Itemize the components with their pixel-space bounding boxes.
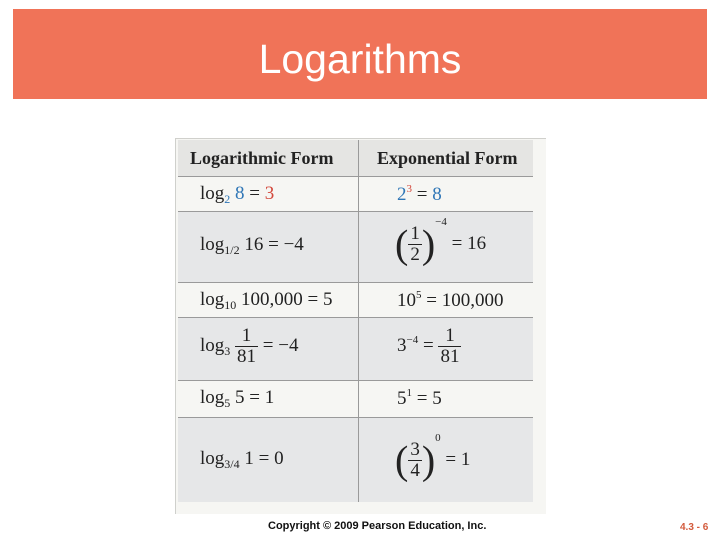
exp-expression: ( $\frac{3}{4}$ )$^0$ = 1 — [395, 432, 471, 483]
table-row — [178, 418, 533, 502]
log-expression: $\log_{1/2} 16 = -4$ — [200, 234, 304, 257]
exp-expression: ( $\frac{1}{2}$ )$^{-4}$ = 16 — [395, 216, 487, 267]
exp-expression: $3^{-4}$ = $\frac{1}{81}$ — [397, 325, 460, 367]
log-expression: $\log_5 5 = 1$ — [200, 387, 275, 410]
log-expression: $\log_{3/4} 1 = 0$ — [200, 448, 284, 471]
table-header-row — [178, 140, 533, 176]
slide-title: Logarithms — [258, 36, 462, 82]
table-row — [178, 283, 533, 317]
page-number: 4.3 - 6 — [680, 522, 709, 533]
header-exp-form: Exponential Form — [377, 148, 518, 168]
log-expression: $\log_{10} 100,000 = 5$ — [200, 289, 333, 312]
exp-expression: $2^3 = 8$ — [397, 183, 442, 205]
header-log-form: Logarithmic Form — [190, 148, 334, 168]
table-row — [178, 318, 533, 380]
exp-expression: $10^5 = 100,000$ — [397, 289, 504, 311]
table-row — [178, 177, 533, 211]
log-expression: $\log_3$ $\frac{1}{81}$ = −4 — [200, 325, 299, 367]
log-expression: $\log_2 8 = 3$ — [200, 183, 275, 206]
log-exp-table — [178, 140, 533, 502]
table-row — [178, 212, 533, 282]
table-row — [178, 381, 533, 417]
copyright-text: Copyright © 2009 Pearson Education, Inc. — [268, 520, 487, 532]
exp-expression: $5^1 = 5$ — [397, 387, 442, 409]
